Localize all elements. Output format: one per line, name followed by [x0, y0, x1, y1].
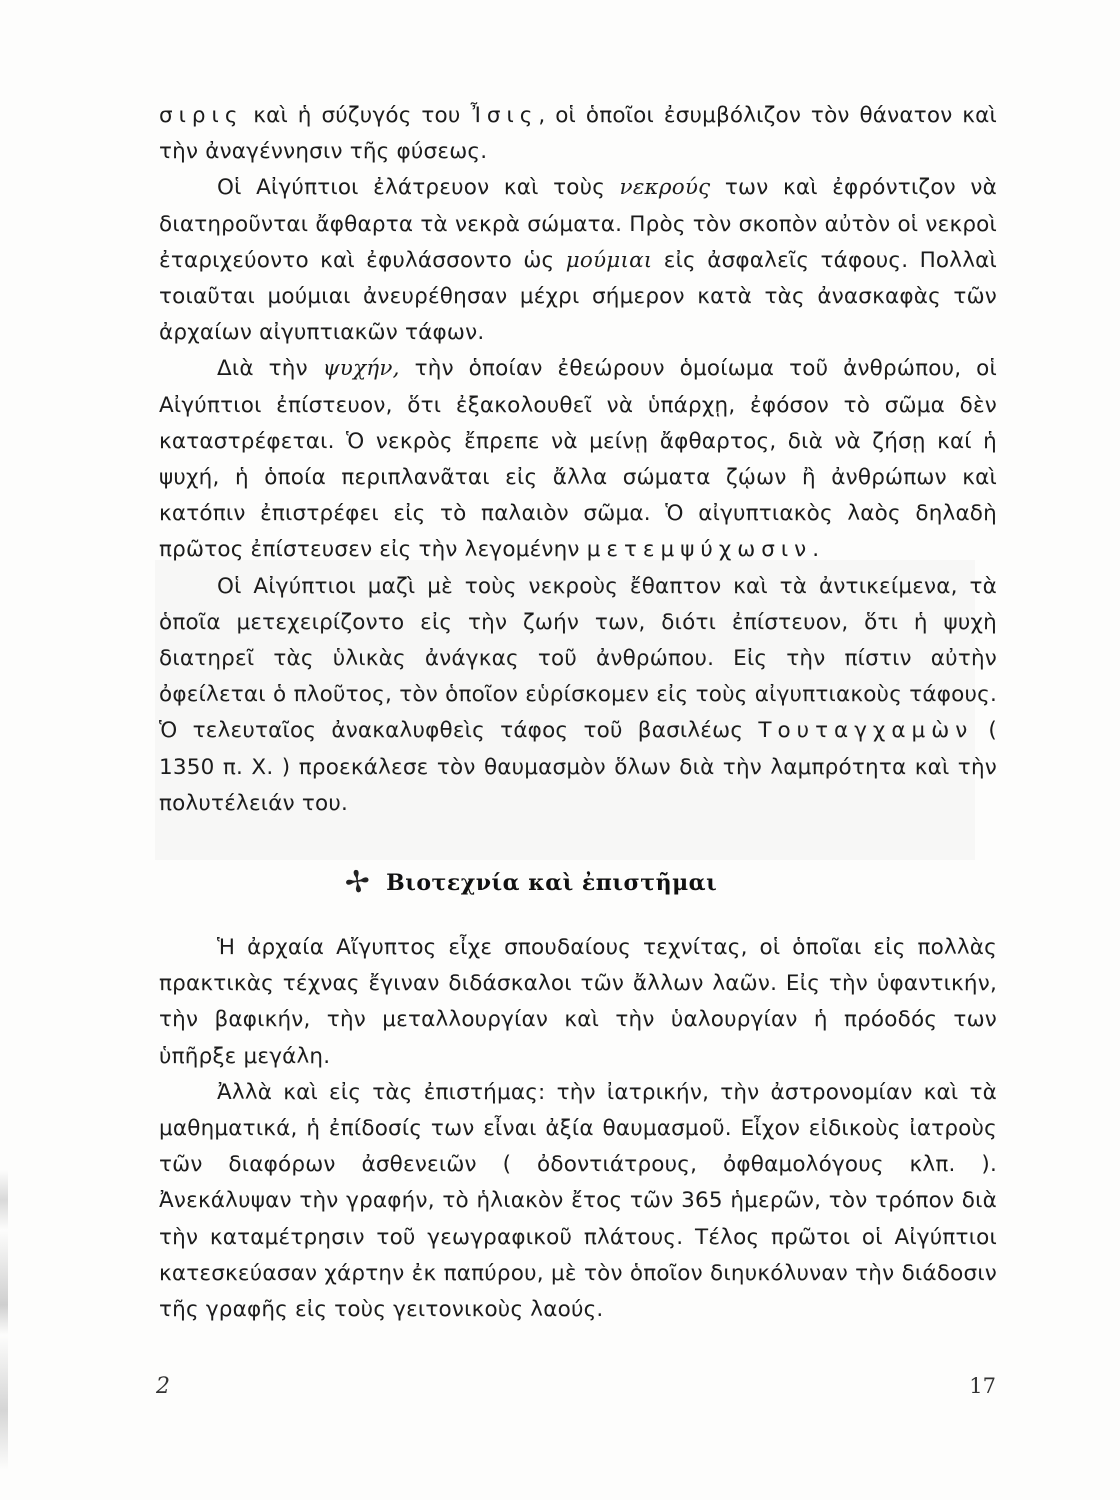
body-text-bottom — [159, 930, 997, 1328]
emphasis-term: μούμιαι — [565, 247, 653, 273]
text-run: , οἱ ὁποῖοι ἐσυμβόλιζον τὸν θάνατον καὶ τὴν ἀναγέννησιν τῆς φύσεως. — [159, 103, 998, 165]
text-run: των καὶ ἐφρόντιζον νὰ διατηροῦνται ἄφθαρτα τὰ νεκρὰ σώματα. Πρὸς τὸν σκοπὸν αὐτὸν οἱ νεκροὶ ἐταριχεύοντο καὶ ἐφυλάσσοντο ὡς — [159, 175, 997, 273]
text-run: σιρις — [159, 103, 244, 128]
text-run: ( 1350 π. Χ. ) προεκάλεσε τὸν θαυμασμὸν ὅλων διὰ τὴν λαμπρότητα καὶ τὴν πολυτέλειάν του. — [159, 718, 998, 816]
text-run: καὶ ἡ σύζυγός του — [243, 103, 471, 128]
text-run: . — [812, 537, 820, 563]
paragraph-5 — [159, 930, 997, 1075]
text-run: Οἱ Αἰγύπτιοι μαζὶ μὲ τοὺς νεκροὺς ἔθαπτον καὶ τὰ ἀντικείμενα, τὰ ὁποῖα μετεχειρίζοντο εἰς τὴν ζωήν των, διότι ἐπίστευον, ὅτι ἡ ψυχὴ διατηρεῖ τὰς ὑλικὰς ἀνάγκας τοῦ ἀνθρώπου. Εἰς τὴν πίστιν αὐτὴν ὀφείλεται ὁ πλοῦτος, τὸν ὁποῖον εὑρίσκομεν εἰς τοὺς αἰγυπτιακοὺς τάφους. Ὁ τελευταῖος ἀνακαλυφθεὶς τάφος τοῦ βασιλέως — [159, 573, 997, 744]
paragraph-1 — [159, 98, 997, 170]
text-run: Ἀλλὰ καὶ εἰς τὰς ἐπιστήμας: τὴν ἰατρικήν, τὴν ἀστρονομίαν καὶ τὰ μαθηματικά, ἡ ἐπίδοσίς των εἶναι ἀξία θαυμασμοῦ. Εἶχον εἰδικοὺς ἰατροὺς τῶν διαφόρων ἀσθενειῶν ( ὀδοντιάτρους, ὀφθαμολόγους κλπ. ). Ἀνεκάλυψαν τὴν γραφήν, τὸ ἡλιακὸν ἔτος τῶν 365 ἡμερῶν, τὸν τρόπον διὰ τὴν καταμέτρησιν τοῦ γεωγραφικοῦ πλάτους. Τέλος πρῶτοι οἱ Αἰγύπτιοι κατεσκεύασαν χάρτην ἐκ παπύρου, μὲ τὸν ὁποῖον διηυκόλυναν τὴν διάδοσιν τῆς γραφῆς εἰς τοὺς γειτονικοὺς λαούς. — [159, 1079, 997, 1323]
page-number: 17 — [969, 1374, 996, 1398]
body-text-top — [159, 98, 997, 822]
emphasis-term: ψυχήν, — [322, 356, 400, 382]
section-heading — [342, 863, 718, 902]
paragraph-3 — [159, 351, 997, 568]
text-run: τὴν ὁποίαν ἐθεώρουν ὁμοίωμα τοῦ ἀνθρώπου, οἱ Αἰγύπτιοι ἐπίστευον, ὅτι ἐξακολουθεῖ νὰ ὑπάρχῃ, ἐφόσον τὸ σῶμα δὲν καταστρέφεται. Ὁ νεκρὸς ἔπρεπε νὰ μείνῃ ἄφθαρτος, διὰ νὰ ζήσῃ καί ἡ ψυχή, ἡ ὁποία περιπλανᾶται εἰς ἄλλα σώματα ζῴων ἢ ἀνθρώπων καὶ κατόπιν ἐπιστρέφει εἰς τὸ παλαιὸν σῶμα. Ὁ αἰγυπτιακὸς λαὸς δηλαδὴ πρῶτος ἐπίστευσεν εἰς τὴν λεγομένην — [159, 356, 997, 563]
text-run: εἰς ἀσφαλεῖς τάφους. Πολλαὶ τοιαῦται μούμιαι ἀνευρέθησαν μέχρι σήμερον κατὰ τὰς ἀνασκαφὰς τῶν ἀρχαίων αἰγυπτιακῶν τάφων. — [159, 247, 997, 346]
text-run: Ἡ ἀρχαία Αἴγυπτος εἶχε σπουδαίους τεχνίτας, οἱ ὁποῖαι εἰς πολλὰς πρακτικὰς τέχνας ἔγιναν διδάσκαλοι τῶν ἄλλων λαῶν. Εἰς τὴν ὑφαντικήν, τὴν βαφικήν, τὴν μεταλλουργίαν καὶ τὴν ὑαλουργίαν ἡ πρόοδός των ὑπῆρξε μεγάλη. — [159, 935, 997, 1069]
paragraph-6 — [159, 1075, 997, 1328]
cross-mark-icon: ✢ — [342, 863, 373, 902]
text-run: Οἱ Αἰγύπτιοι ἐλάτρευον καὶ τοὺς — [217, 175, 620, 201]
text-run: Διὰ τὴν — [217, 356, 323, 382]
section-heading-text: Βιοτεχνία καὶ ἐπιστῆμαι — [386, 870, 718, 896]
text-run: Ἶσις — [470, 103, 539, 128]
paragraph-4 — [159, 569, 997, 822]
signature-mark: 2 — [156, 1374, 170, 1399]
spaced-term: Τουταγχαμὼν — [758, 718, 974, 744]
spaced-term: μετεμψύχωσιν — [586, 537, 813, 563]
binding-edge — [0, 1170, 8, 1470]
paragraph-2 — [159, 170, 997, 351]
emphasis-term: νεκρούς — [619, 175, 711, 201]
